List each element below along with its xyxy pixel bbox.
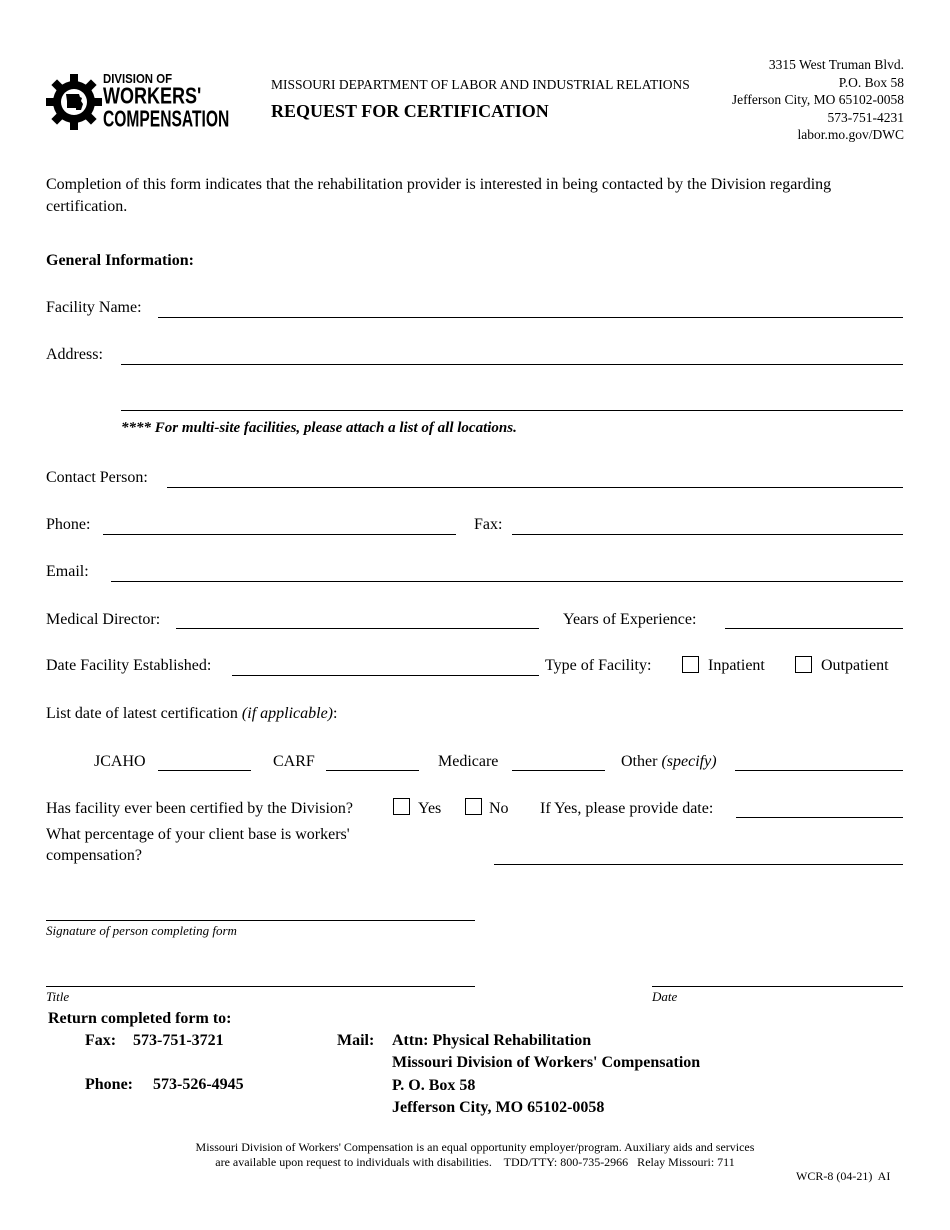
address-field-line1[interactable]: [121, 364, 903, 365]
gear-missouri-icon: [45, 73, 103, 131]
other-text: Other: [621, 753, 658, 770]
logo-line3: COMPENSATION: [103, 106, 230, 133]
signature-label: Signature of person completing form: [46, 923, 237, 938]
certified-yes-label: Yes: [418, 800, 442, 817]
latest-cert-text: List date of latest certification: [46, 705, 238, 722]
intro-text: Completion of this form indicates that the rehabilitation provider is interested in being contacted by the Division regarding: [46, 176, 832, 193]
certification-date-field[interactable]: [736, 817, 903, 818]
return-fax-label: Fax:: [85, 1032, 117, 1049]
facility-name-label: Facility Name:: [46, 299, 142, 316]
outpatient-checkbox[interactable]: [795, 656, 812, 673]
department-name: MISSOURI DEPARTMENT OF LABOR AND INDUSTRIAL RELATIONS: [271, 77, 690, 92]
fax-label: Fax:: [474, 516, 503, 533]
certified-no-checkbox[interactable]: [465, 798, 482, 815]
medicare-date-field[interactable]: [512, 770, 605, 771]
footer-notice: [0, 1140, 950, 1170]
mail-line: P. O. Box 58: [392, 1076, 476, 1094]
percentage-field[interactable]: [494, 864, 903, 865]
address-label: Address:: [46, 346, 103, 363]
title-field[interactable]: [46, 986, 475, 987]
address-line: 3315 West Truman Blvd.: [768, 57, 904, 72]
mail-line: Missouri Division of Workers' Compensation: [392, 1054, 701, 1072]
contact-person-label: Contact Person:: [46, 469, 148, 486]
medical-director-field[interactable]: [176, 628, 539, 629]
fax-field[interactable]: [512, 534, 903, 535]
specify-text: (specify): [661, 753, 717, 770]
latest-cert-colon: :: [333, 705, 338, 722]
phone-label: Phone:: [46, 516, 91, 533]
division-logo: [45, 70, 257, 132]
logo-line2: WORKERS': [103, 83, 202, 110]
date-established-field[interactable]: [232, 675, 539, 676]
return-phone-number: 573-526-4945: [153, 1076, 244, 1093]
general-info-heading: General Information:: [46, 252, 194, 269]
inpatient-checkbox[interactable]: [682, 656, 699, 673]
other-date-field[interactable]: [735, 770, 903, 771]
medical-director-label: Medical Director:: [46, 611, 161, 628]
return-heading: Return completed form to:: [48, 1010, 232, 1027]
agency-address: [732, 56, 904, 144]
signature-field[interactable]: [46, 920, 475, 921]
address-line: 573-751-4231: [827, 109, 904, 125]
jcaho-label: JCAHO: [94, 753, 146, 770]
percentage-question: What percentage of your client base is workers': [46, 826, 350, 843]
address-line: labor.mo.gov/DWC: [797, 127, 904, 142]
other-label: [621, 753, 717, 771]
multisite-note: **** For multi-site facilities, please attach a list of all locations.: [121, 420, 517, 436]
certified-yes-checkbox[interactable]: [393, 798, 410, 815]
contact-person-field[interactable]: [167, 487, 903, 488]
date-field[interactable]: [652, 986, 903, 987]
jcaho-date-field[interactable]: [158, 770, 251, 771]
years-experience-label: Years of Experience:: [563, 611, 697, 628]
outpatient-label: Outpatient: [821, 657, 889, 674]
latest-cert-label: [46, 705, 337, 723]
form-title: REQUEST FOR CERTIFICATION: [271, 101, 549, 121]
facility-name-field[interactable]: [158, 317, 903, 318]
phone-field[interactable]: [103, 534, 456, 535]
address-line: P.O. Box 58: [838, 74, 904, 90]
intro-text-line2: certification.: [46, 198, 128, 215]
title-label: Title: [46, 989, 70, 1004]
email-field[interactable]: [111, 581, 903, 582]
carf-date-field[interactable]: [326, 770, 419, 771]
medicare-label: Medicare: [438, 753, 499, 770]
address-line: Jefferson City, MO 65102-0058: [731, 92, 904, 107]
footer-line2: are available upon request to individuals with disabilities. TDD/TTY: 800-735-2966 Relay Missouri: 711: [215, 1155, 735, 1169]
return-phone-label: Phone:: [85, 1076, 133, 1093]
inpatient-label: Inpatient: [708, 657, 765, 674]
date-label: Date: [652, 989, 678, 1004]
carf-label: CARF: [273, 753, 315, 770]
address-field-line2[interactable]: [121, 410, 903, 411]
mail-address: [392, 1030, 700, 1119]
if-applicable-text: (if applicable): [241, 705, 334, 722]
if-yes-label: If Yes, please provide date:: [540, 800, 714, 817]
certified-question: Has facility ever been certified by the Division?: [46, 800, 353, 817]
logo-line1: DIVISION OF: [103, 70, 173, 87]
date-established-label: Date Facility Established:: [46, 657, 212, 674]
years-experience-field[interactable]: [725, 628, 903, 629]
return-fax-number: 573-751-3721: [133, 1032, 224, 1049]
type-of-facility-label: Type of Facility:: [545, 657, 652, 674]
footer-line1: Missouri Division of Workers' Compensation is an equal opportunity employer/program. Auxiliary aids and services: [195, 1140, 755, 1154]
email-label: Email:: [46, 563, 89, 580]
mail-line: Jefferson City, MO 65102-0058: [392, 1098, 605, 1116]
percentage-question-line2: compensation?: [46, 847, 142, 864]
mail-label: Mail:: [337, 1032, 375, 1049]
mail-line: Attn: Physical Rehabilitation: [392, 1032, 592, 1049]
form-code: WCR-8 (04-21) AI: [796, 1169, 891, 1183]
certified-no-label: No: [489, 800, 509, 817]
